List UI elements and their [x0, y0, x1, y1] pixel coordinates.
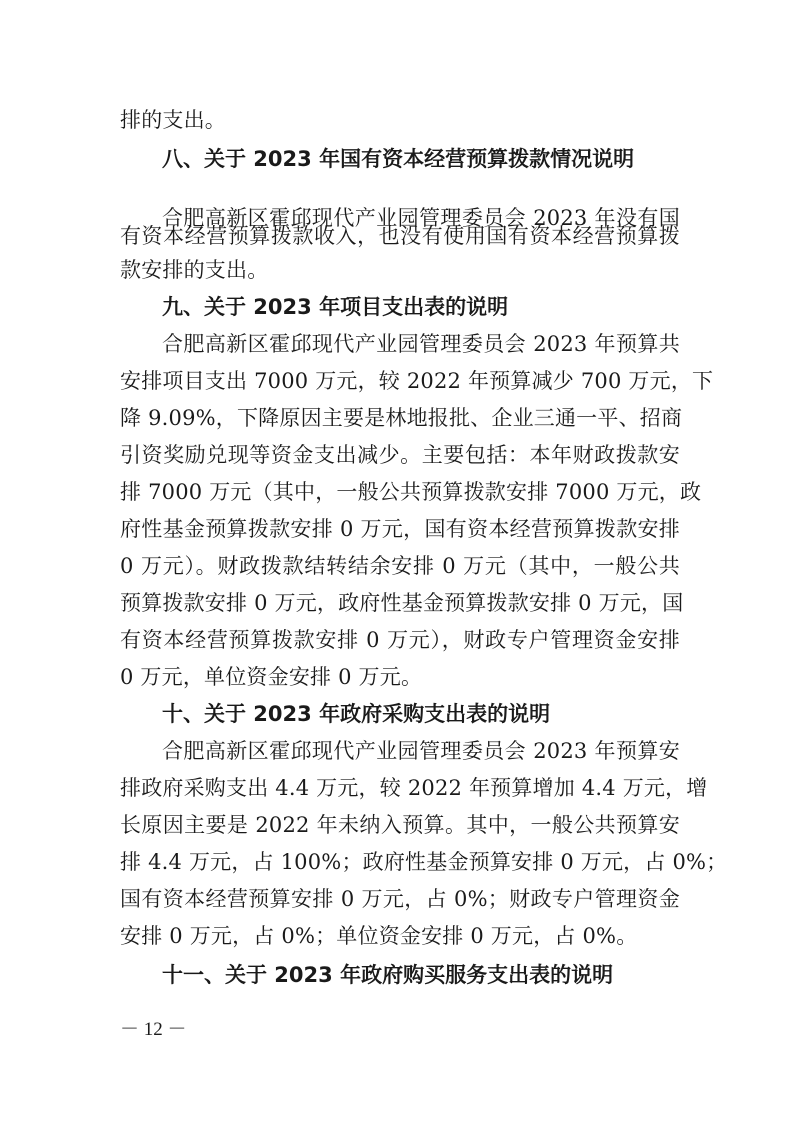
- body-text-line: 引资奖励兑现等资金支出减少。主要包括：本年财政拨款安: [120, 443, 680, 467]
- body-text-line: 合肥高新区霍邱现代产业园管理委员会 2023 年预算共: [162, 332, 680, 356]
- section-heading-10: 十、关于 2023 年政府采购支出表的说明: [162, 702, 551, 726]
- body-text-line: 0 万元，单位资金安排 0 万元。: [120, 665, 423, 689]
- body-text-line: 0 万元）。财政拨款结转结余安排 0 万元（其中，一般公共: [120, 554, 680, 578]
- body-text-line: 预算拨款安排 0 万元，政府性基金预算拨款安排 0 万元，国: [120, 591, 684, 615]
- body-text-line: 府性基金预算拨款安排 0 万元，国有资本经营预算拨款安排: [120, 517, 680, 541]
- body-text-line: 有资本经营预算拨款安排 0 万元），财政专户管理资金安排: [120, 628, 680, 652]
- body-text-line: 合肥高新区霍邱现代产业园管理委员会 2023 年预算安: [162, 739, 680, 763]
- body-text-line: 有资本经营预算拨款收入，也没有使用国有资本经营预算拨: [120, 224, 680, 248]
- body-text-line: 排 4.4 万元，占 100%；政府性基金预算安排 0 万元，占 0%；: [120, 850, 728, 874]
- section-heading-11: 十一、关于 2023 年政府购买服务支出表的说明: [162, 963, 614, 987]
- section-heading-9: 九、关于 2023 年项目支出表的说明: [162, 295, 509, 319]
- body-text-line: 排的支出。: [120, 108, 226, 132]
- body-text-line: 长原因主要是 2022 年未纳入预算。其中，一般公共预算安: [120, 813, 680, 837]
- body-text-line: 国有资本经营预算安排 0 万元，占 0%；财政专户管理资金: [120, 887, 680, 911]
- body-text-line: 降 9.09%，下降原因主要是林地报批、企业三通一平、招商: [120, 406, 683, 430]
- body-text-line: 排政府采购支出 4.4 万元，较 2022 年预算增加 4.4 万元，增: [120, 776, 708, 800]
- body-text-line: 排 7000 万元（其中，一般公共预算拨款安排 7000 万元，政: [120, 480, 702, 504]
- page-number: － 12 －: [120, 1019, 187, 1040]
- body-text-line: 款安排的支出。: [120, 258, 269, 282]
- body-text-line: 安排项目支出 7000 万元，较 2022 年预算减少 700 万元，下: [120, 369, 714, 393]
- body-text-line: 安排 0 万元，占 0%；单位资金安排 0 万元，占 0%。: [120, 924, 638, 948]
- section-heading-8: 八、关于 2023 年国有资本经营预算拨款情况说明: [162, 147, 635, 171]
- body-text-line: 合肥高新区霍邱现代产业园管理委员会 2023 年没有国: [162, 206, 680, 230]
